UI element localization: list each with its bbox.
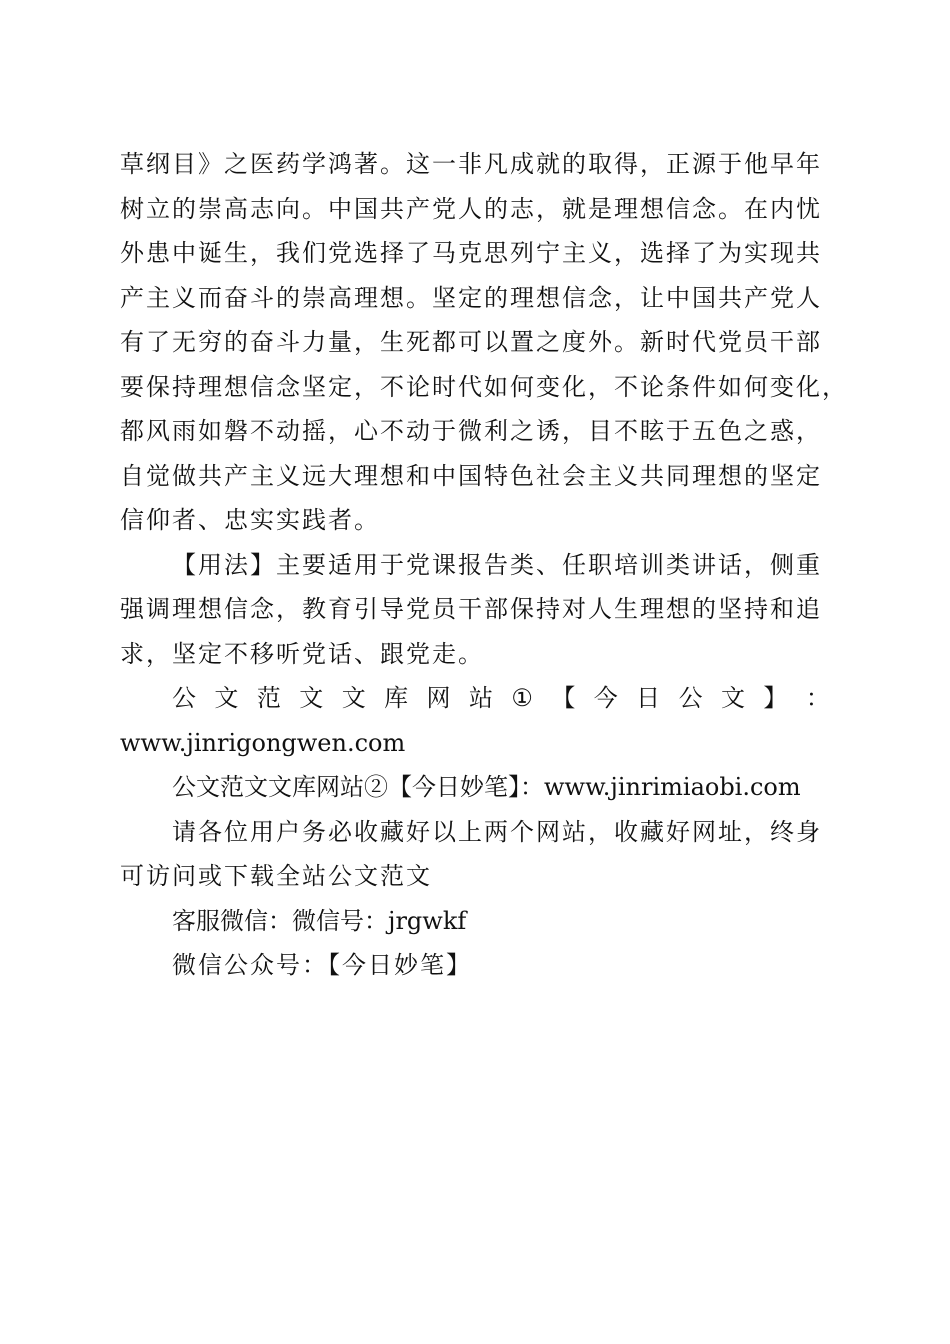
text-line: 要保持理想信念坚定，不论时代如何变化，不论条件如何变化， bbox=[120, 372, 848, 401]
site1-char: 库 bbox=[384, 684, 409, 712]
site1-char: 公 bbox=[172, 684, 196, 712]
site1-char: 今 bbox=[593, 684, 618, 712]
text-line: 强调理想信念，教育引导党员干部保持对人生理想的坚持和追 bbox=[120, 595, 822, 623]
site1-url[interactable]: www.jinrigongwen.com bbox=[120, 728, 406, 757]
text-line: 产主义而奋斗的崇高理想。坚定的理想信念，让中国共产党人 bbox=[120, 283, 822, 312]
site1-char: 文 bbox=[341, 684, 366, 712]
wechat-line: 客服微信：微信号：jrgwkf bbox=[172, 906, 467, 935]
site1-char: 【 bbox=[551, 684, 576, 712]
text-line: 信仰者、忠实实践者。 bbox=[120, 506, 380, 534]
site1-char: 文 bbox=[721, 684, 745, 712]
text-line: 求，坚定不移听党话、跟党走。 bbox=[120, 639, 484, 668]
footer-promo bbox=[120, 676, 830, 988]
notice-line: 请各位用户务必收藏好以上两个网站，收藏好网址，终身 bbox=[172, 817, 822, 846]
text-line: 树立的崇高志向。中国共产党人的志，就是理想信念。在内忧 bbox=[120, 194, 822, 223]
document-body bbox=[120, 142, 848, 988]
site1-char: 网 bbox=[426, 684, 451, 712]
site1-char: 范 bbox=[256, 684, 281, 712]
site1-char: 文 bbox=[214, 684, 239, 712]
site1-char: ： bbox=[805, 684, 830, 712]
site1-char: 文 bbox=[299, 684, 324, 712]
site1-char: 公 bbox=[678, 684, 703, 712]
site1-char: ① bbox=[511, 684, 533, 712]
site1-char: 日 bbox=[636, 684, 661, 712]
official-account-line: 微信公众号：【今日妙笔】 bbox=[172, 951, 472, 979]
text-line: 草纲目》之医药学鸿著。这一非凡成就的取得，正源于他早年 bbox=[120, 150, 822, 178]
site1-char: 】 bbox=[763, 684, 788, 712]
site2-line[interactable]: 公文范文文库网站②【今日妙笔】：www.jinrimiaobi.com bbox=[172, 773, 801, 801]
text-line: 都风雨如磐不动摇，心不动于微利之诱，目不眩于五色之惑， bbox=[120, 417, 822, 445]
text-line: 【用法】主要适用于党课报告类、任职培训类讲话，侧重 bbox=[172, 550, 822, 579]
notice-line: 可访问或下载全站公文范文 bbox=[120, 862, 432, 890]
text-line: 有了无穷的奋斗力量，生死都可以置之度外。新时代党员干部 bbox=[120, 328, 822, 356]
text-line: 外患中诞生，我们党选择了马克思列宁主义，选择了为实现共 bbox=[120, 239, 822, 267]
paragraph-ideals bbox=[120, 142, 848, 543]
paragraph-usage bbox=[120, 543, 830, 677]
site1-line bbox=[120, 676, 830, 721]
text-line: 自觉做共产主义远大理想和中国特色社会主义共同理想的坚定 bbox=[120, 461, 822, 490]
site1-char: 站 bbox=[468, 684, 493, 712]
